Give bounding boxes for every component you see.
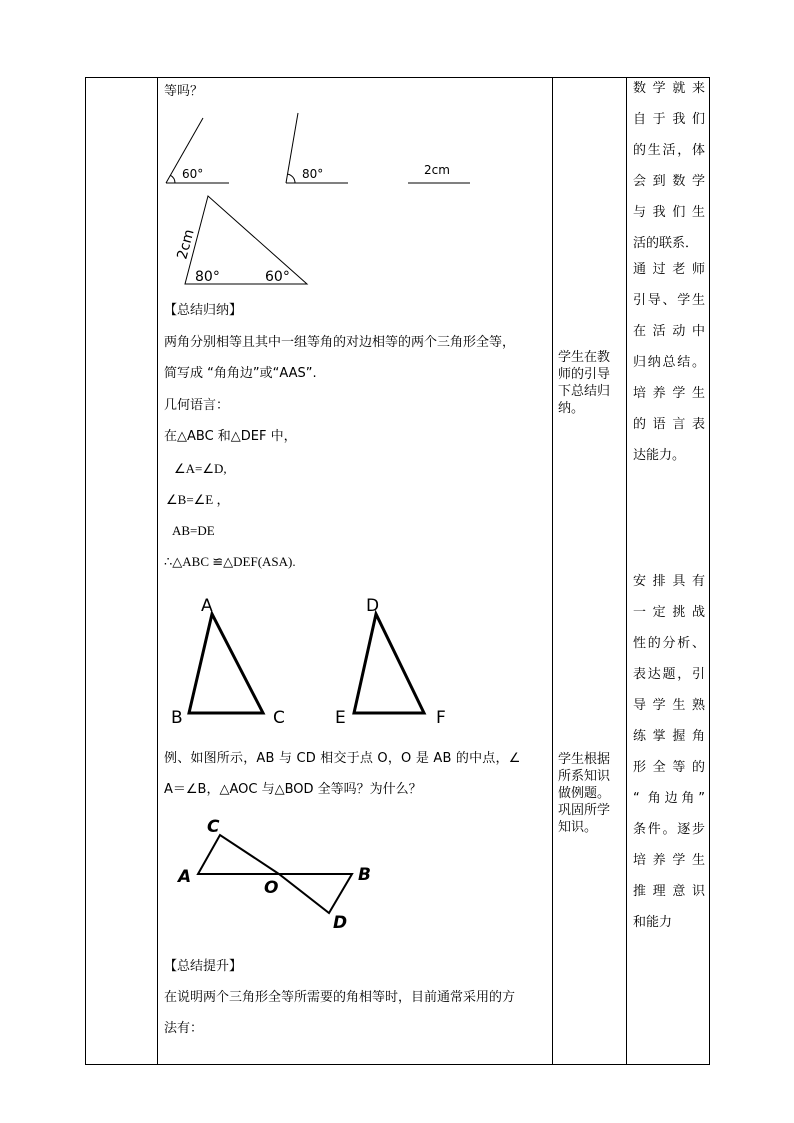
intent-line: 活的联系． <box>633 236 699 251</box>
example-line-1: 例、如图所示，AB 与 CD 相交于点 O，O 是 AB 的中点，∠ <box>164 751 521 766</box>
intent-line: 和能力 <box>633 915 673 930</box>
design-intent-2 <box>633 254 705 471</box>
intent-line: 在活动中 <box>633 324 705 339</box>
point-label-d: D <box>333 913 348 933</box>
intent-line: 形全等的 <box>633 760 705 775</box>
point-label-b: B <box>358 865 371 885</box>
intent-line: 通过老师 <box>633 262 705 277</box>
point-label-a: A <box>178 867 192 887</box>
proof-intro: 在△ABC 和△DEF 中， <box>164 429 297 444</box>
design-intent-3 <box>633 566 705 938</box>
improve-line-1: 在说明两个三角形全等所需要的角相等时，目前通常采用的方 <box>164 990 516 1005</box>
vertex-label-a: A <box>201 596 213 616</box>
vertex-label-b: B <box>171 708 183 728</box>
summary-heading: 【总结归纳】 <box>164 303 243 318</box>
proof-condition-2: ∠B=∠E ， <box>166 492 230 507</box>
intent-line: 的语言表 <box>633 417 705 432</box>
triangle-angle-80-label: 80° <box>195 269 220 285</box>
proof-condition-1: ∠A=∠D, <box>174 461 227 476</box>
intent-line: 表达题，引 <box>633 667 705 682</box>
intent-line: 会到数学 <box>633 174 705 189</box>
intent-line: 性的分析、 <box>633 636 705 651</box>
vertex-label-d: D <box>366 596 380 616</box>
triangle-angle-60-label: 60° <box>265 269 290 285</box>
table-bottom-border <box>85 1064 710 1065</box>
example-line-2: A＝∠B，△AOC 与△BOD 全等吗？为什么？ <box>164 782 422 797</box>
angle-80-label: 80° <box>302 167 324 181</box>
summary-line-2: 简写成 “角角边”或“AAS”. <box>164 366 317 381</box>
improve-line-2: 法有： <box>164 1021 204 1036</box>
triangle-side-label: 2cm <box>174 227 198 262</box>
vertex-label-c: C <box>273 708 285 728</box>
intent-line: 一定挑战 <box>633 605 705 620</box>
summary-line-1: 两角分别相等且其中一组等角的对边相等的两个三角形全等， <box>164 335 516 350</box>
intent-line: 自于我们 <box>633 112 705 127</box>
vertex-label-e: E <box>335 708 346 728</box>
segment-2cm-label: 2cm <box>424 163 450 177</box>
intent-line: 达能力。 <box>633 448 686 463</box>
intent-line: 安排具有 <box>633 574 705 589</box>
design-intent-1 <box>633 73 705 259</box>
intent-line: 与我们生 <box>633 205 705 220</box>
improve-heading: 【总结提升】 <box>164 959 243 974</box>
intent-line: 引导、学生 <box>633 293 705 308</box>
point-label-c: C <box>207 817 220 837</box>
intent-line: “ 角边角” <box>633 791 705 806</box>
intent-line: 培养学生 <box>633 853 705 868</box>
intent-line: 数学就来 <box>633 81 705 96</box>
intent-line: 导学生熟 <box>633 698 705 713</box>
intent-line: 条件。逐步 <box>633 822 705 837</box>
intent-line: 培养学生 <box>633 386 705 401</box>
intent-line: 的生活，体 <box>633 143 705 158</box>
student-activity-1: 学生在教师的引导下总结归纳。 <box>558 350 611 416</box>
intent-line: 练掌握角 <box>633 729 705 744</box>
proof-conclusion: ∴△ABC ≌△DEF(ASA). <box>164 554 296 569</box>
geometry-language-label: 几何语言： <box>164 398 230 413</box>
proof-condition-3: AB=DE <box>172 523 215 538</box>
point-label-o: O <box>264 878 279 898</box>
intent-line: 推理意识 <box>633 884 705 899</box>
vertex-label-f: F <box>436 708 446 728</box>
angle-60-label: 60° <box>182 167 204 181</box>
student-activity-2: 学生根据所系知识做例题。巩固所学知识。 <box>558 752 611 835</box>
question-tail: 等吗？ <box>164 84 204 99</box>
intent-line: 归纳总结。 <box>633 355 705 370</box>
